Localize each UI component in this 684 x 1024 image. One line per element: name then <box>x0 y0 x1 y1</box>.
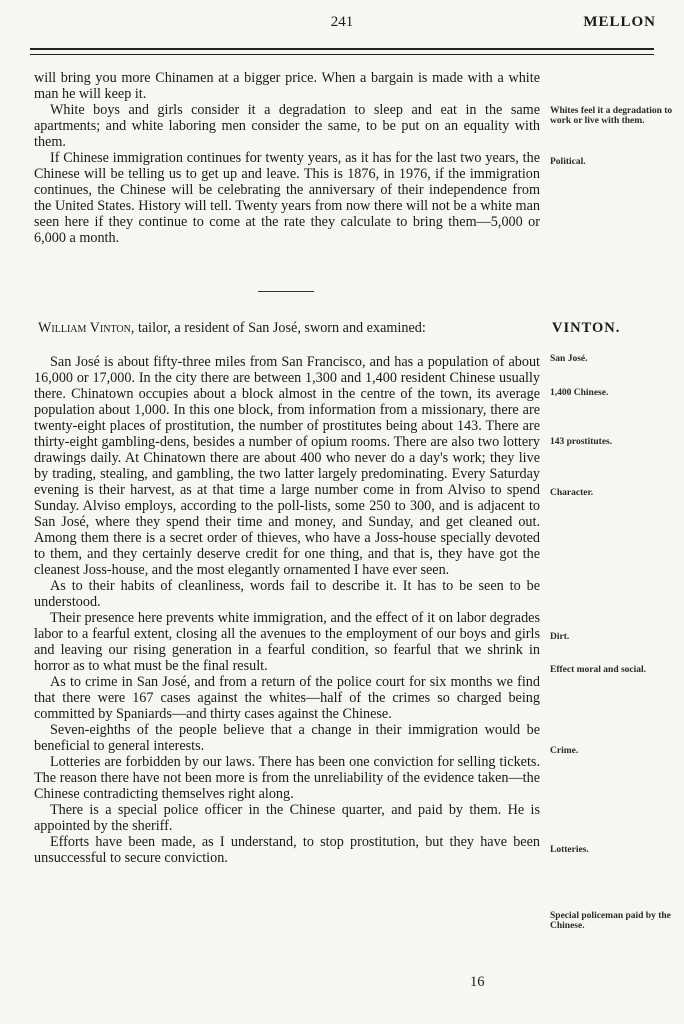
running-head: MELLON <box>583 14 656 30</box>
margin-note: Lotteries. <box>550 845 589 855</box>
header-rule-thin <box>30 54 654 55</box>
paragraph: As to crime in San José, and from a return of the police court for six months we find that there were 167 cases against the whites—half of the crimes so charged being committed by Spaniards—and thirty cases against the Chinese. <box>34 674 540 722</box>
witness-intro <box>38 320 538 337</box>
vinton-testimony <box>34 354 540 866</box>
paragraph: Lotteries are forbidden by our laws. There has been one conviction for selling tickets. The reason there have not been more is from the unreliability of the evidence taken—the Chinese contradicting themselves right along. <box>34 754 540 802</box>
paragraph: Their presence here prevents white immigration, and the effect of it on labor degrades labor to a fearful extent, closing all the avenues to the employment of our boys and girls and leaving our rising generation in a fearful condition, so fearful that we shrink in horror as to what must be the final result. <box>34 610 540 674</box>
header-rule-thick <box>30 48 654 50</box>
paragraph: Efforts have been made, as I understand, to stop prostitution, but they have been unsuccessful to secure conviction. <box>34 834 540 866</box>
testimony-continuation <box>34 70 540 246</box>
margin-note: Dirt. <box>550 632 570 642</box>
margin-note: 1,400 Chinese. <box>550 388 609 398</box>
paragraph: will bring you more Chinamen at a bigger price. When a bargain is made with a white man he will keep it. <box>34 70 540 102</box>
paragraph: There is a special police officer in the Chinese quarter, and paid by them. He is appointed by the sheriff. <box>34 802 540 834</box>
margin-note: Character. <box>550 488 594 498</box>
witness-name: William Vinton <box>38 320 131 336</box>
paragraph: If Chinese immigration continues for twenty years, as it has for the last two years, the Chinese will be telling us to get up and leave. This is 1876, in 1976, if the immigration continues, the Chinese will be celebrating the anniversary of their independence from the United States. History will tell. Twenty years from now there will not be a white man seen here if they continue to come at the rate they calculate to bring them—5,000 or 6,000 a month. <box>34 150 540 246</box>
margin-note: Whites feel it a degradation to work or live with them. <box>550 106 673 126</box>
margin-note: San José. <box>550 354 588 364</box>
page-number: 241 <box>330 14 354 30</box>
margin-note: Crime. <box>550 746 579 756</box>
witness-tag: VINTON. <box>552 320 621 336</box>
margin-note: Effect moral and social. <box>550 665 647 675</box>
paragraph: As to their habits of cleanliness, words fail to describe it. It has to be seen to be understood. <box>34 578 540 610</box>
witness-description: , tailor, a resident of San José, sworn and examined: <box>130 320 426 336</box>
section-divider <box>258 291 314 292</box>
paragraph: White boys and girls consider it a degradation to sleep and eat in the same apartments; and white laboring men consider the same, to be put on an equality with them. <box>34 102 540 150</box>
paragraph: Seven-eighths of the people believe that a change in their immigration would be beneficial to general interests. <box>34 722 540 754</box>
margin-note: Political. <box>550 157 586 167</box>
signature-mark: 16 <box>470 974 485 990</box>
margin-note: Special policeman paid by the Chinese. <box>550 911 671 931</box>
paragraph: San José is about fifty-three miles from San Francisco, and has a population of about 16,000 or 17,000. In the city there are between 1,300 and 1,400 resident Chinese usually there. Chinatown occupies about a block almost in the centre of the town, its average population about 1,000. In this one block, from information from a missionary, there are twenty-eight places of prostitution, the number of prostitutes being about 143. There are thirty-eight gambling-dens, besides a number of opium rooms. There are also two lottery drawings daily. At Chinatown there are about 400 who never do a day's work; they live by trading, stealing, and gambling, the two latter largely predominating. Every Saturday evening is their harvest, as at that time a large number come in from Alviso to spend Sunday. Alviso employs, according to the poll-lists, some 250 to 300, and is adjacent to San José, where they spend their time and money, and Sunday, and get cleaned out. Among them there is a secret order of thieves, who have a Joss-house specially devoted to them, and they certainly deserve credit for one thing, and that is, they have got the cleanest Joss-house, and the most elegantly ornamented I have ever seen. <box>34 354 540 578</box>
margin-note: 143 prostitutes. <box>550 437 613 447</box>
